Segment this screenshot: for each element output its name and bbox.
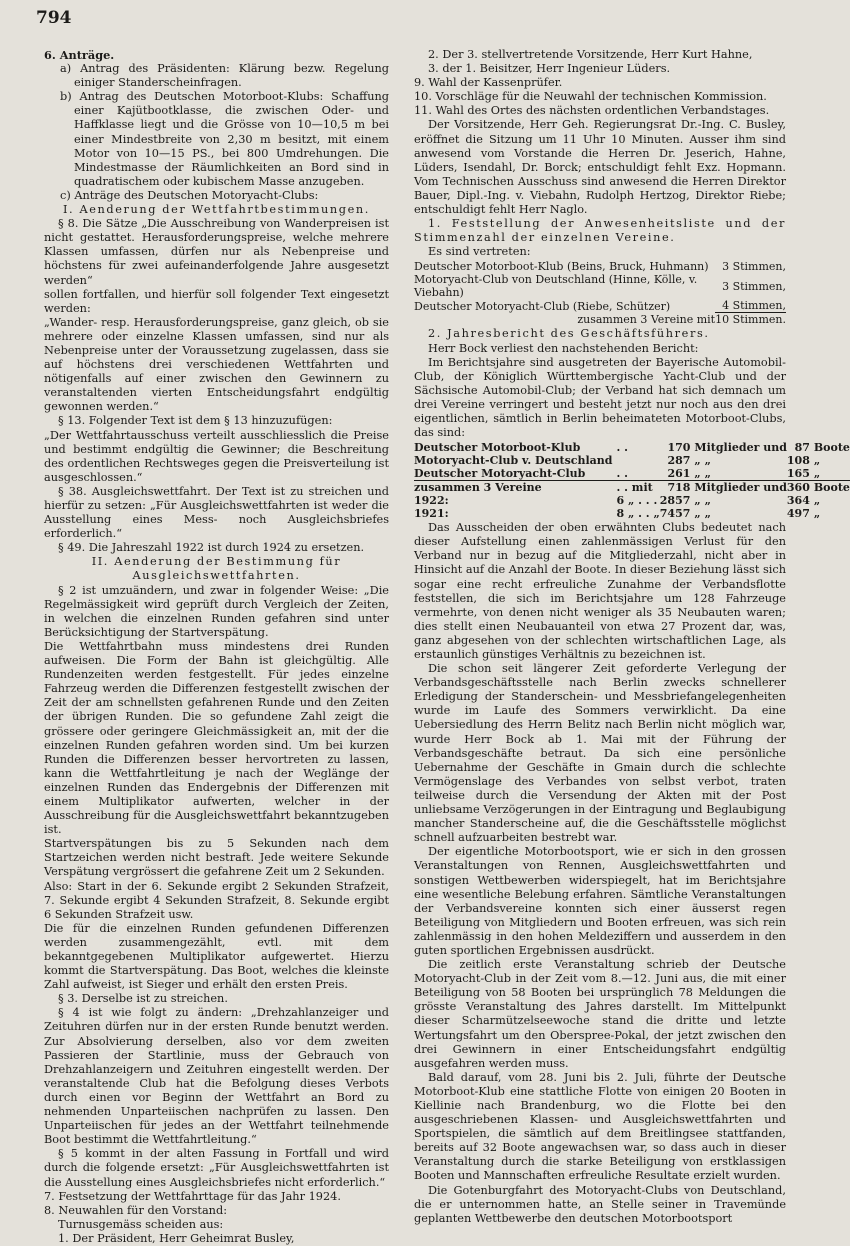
paragraph: 3. der 1. Beisitzer, Herr Ingenieur Lüders. [428,62,671,76]
table-cell: 165 [786,467,810,481]
table-cell: „ [813,507,821,521]
table-cell: „ [813,454,821,468]
paragraph: Die Wettfahrtbahn muss mindestens drei Runden aufweisen. Die Form der Bahn ist gleichgültig. Alle Rundenzeiten werden festgestellt. Für jedes einzelne Fahrzeug werden die Differenzen festgestellt zwischen der Zeit der am schnellsten gefahrenen Runde und den Zeiten der übrigen Runden. Die so gefundene Zahl zeigt die grössere oder geringere Gleichmässigkeit an, mit der die einzelnen Runden gefahren worden sind. Um bei kurzen Runden die Differenzen besser hervortreten zu lassen, kann die Wettfahrtleitung je nach der Weglänge der einzelnen Runden das Endergebnis der Differenzen mit einem Multiplikator aufwerten, welcher in der Ausschreibung für die Ausgleichswettfahrt bekanntzugeben ist. [44,639,389,837]
paragraph: 6. Anträge. [44,48,115,62]
table-cell: 261 [667,467,691,481]
table-cell: Motoryacht-Club von Deutschland (Hinne, Kölle, v. Viebahn) [414,273,698,300]
table-cell: „ [813,494,821,508]
table-cell: „ „ [694,467,711,481]
paragraph: § 5 kommt in der alten Fassung in Fortfall und wird durch die folgende ersetzt: „Für Ausgleichswettfahrten ist die Ausstellung eines Ausgleichsbriefes nicht erforderlich.“ [44,1147,389,1189]
table-cell: 2857 [659,494,691,508]
paragraph: Im Berichtsjahre sind ausgetreten der Bayerische Automobil-Club, der Königlich Württembergische Yacht-Club und der Sächsische Automobil-Club; der Verband hat sich demnach um drei Vereine verringert und besteht jetzt nur noch aus den drei eigentlichen, sämtlich in Berlin beheimateten Motorboot-Clubs, das sind: [414,355,786,440]
paragraph: Turnusgemäss scheiden aus: [58,1217,224,1231]
table-row [414,273,786,299]
paragraph: 1. Der Präsident, Herr Geheimrat Busley, [58,1231,295,1245]
paragraph: Also: Start in der 6. Sekunde ergibt 2 Sekunden Strafzeit, 7. Sekunde ergibt 4 Sekunden Strafzeit, 8. Sekunde ergibt 6 Sekunden Strafzeit usw. [44,879,389,921]
report-intro-section [414,327,786,440]
table-cell: Deutscher Motoryacht-Club [414,467,586,481]
paragraph: Die schon seit längerer Zeit geforderte Verlegung der Verbandsgeschäftsstelle nach Berlin zwecks schnellerer Erledigung der Standerschein- und Messbriefangelegenheiten wurde im Laufe des Sommers verwirklicht. Da eine Uebersiedlung des Herrn Belitz nach Berlin nicht möglich war, wurde Herr Bock ab 1. Mai mit der Führung der Verbandsgeschäfte betraut. Da sich eine persönliche Uebernahme der Geschäfte in Gmain durch die schlechte Vermögenslage des Verbandes von selbst verbot, traten teilweise durch die Versendung der Akten mit der Post unliebsame Verzögerungen in der Eintragung und Beglaubigung mancher Standerscheine auf, die die Geschäftsstelle möglichst schnell aufzuarbeiten bestrebt war. [414,662,786,845]
paragraph: c) Anträge des Deutschen Motoryacht-Clubs: [60,188,319,202]
table-cell: „ „ [694,494,711,508]
paragraph: 2. Jahresbericht des Geschäftsführers. [428,327,710,341]
table-cell: Deutscher Motoryacht-Club (Riebe, Schützer) [414,299,671,313]
table-cell: 287 [667,454,691,468]
paragraph: 11. Wahl des Ortes des nächsten ordentlichen Verbandstages. [414,104,770,118]
table-cell: Boote [810,481,850,495]
paragraph: 8. Neuwahlen für den Vorstand: [44,1203,228,1217]
paragraph: Das Ausscheiden der oben erwähnten Clubs bedeutet nach dieser Aufstellung einen zahlenmässigen Verlust für den Verband nur in bezug auf die Mitgliederzahl, nicht aber in Hinsicht auf die Anzahl der Boote. In dieser Beziehung lässt sich sogar eine recht erfreuliche Zunahme der Verbandsflotte feststellen, die sich im Berichtsjahre um 128 Fahrzeuge vermehrte, von denen nicht weniger als 35 Neubauten waren; dies stellt einen Neubauanteil von etwa 27 Prozent dar, was, ganz abgesehen von der schlechten wirtschaftlichen Lage, als erstaunlich günstiges Verhältnis zu bezeichnen ist. [414,521,786,661]
table-cell: 108 [786,454,810,468]
table-row [414,313,786,327]
paragraph: 1. Feststellung der Anwesenheitsliste und der Stimmenzahl der einzelnen Vereine. [414,217,786,245]
paragraph: Bald darauf, vom 28. Juni bis 2. Juli, führte der Deutsche Motorboot-Klub eine stattliche Flotte von einigen 20 Booten in Kiellinie nach Brandenburg, wo die Flotte bei den ausgeschriebenen Klassen- und Ausgleichswettfahrten und Sportspielen, die sämtlich auf dem Breitlingsee stattfanden, bereits auf 32 Boote angewachsen war, so dass auch in dieser Veranstaltung durch die starke Beteiligung von erstklassigen Booten und Mannschaften erfreuliche Resultate erzielt wurden. [414,1070,786,1183]
table-cell [612,454,659,467]
table-cell: „ [813,467,821,481]
table-cell: 3 Stimmen, [722,260,786,274]
table-row [414,441,850,454]
paragraph: 2. Der 3. stellvertretende Vorsitzende, Herr Kurt Hahne, [428,48,753,61]
table-cell: . . [616,467,628,481]
table-cell: . . [616,441,628,455]
paragraph: Die für die einzelnen Runden gefundenen Differenzen werden zusammengezählt, evtl. mit dem bekanntgegebenen Multiplikator aufgewertet. Hierzu kommt die Startverspätung. Das Boot, welches die kleinste Zahl aufweist, ist Sieger und erhält den ersten Preis. [44,921,389,992]
table-row [414,481,850,495]
paragraph: Die Gotenburgfahrt des Motoryacht-Clubs von Deutschland, die er unternommen hatte, an Stelle seiner in Travemünde geplanten Wettbewerbe den deutschen Motorbootsport [414,1183,786,1225]
paragraph: § 49. Die Jahreszahl 1922 ist durch 1924 zu ersetzen. [58,541,365,555]
paragraph: § 2 ist umzuändern, und zwar in folgender Weise: „Die Regelmässigkeit wird geprüft durch Vergleich der Zeiten, in welchen die einzelnen Runden gefahren sind unter Berücksichtigung der Startverspätung. [44,583,389,639]
paragraph: II. Aenderung der Bestimmung für Ausgleichswettfahrten. [91,555,342,583]
table-cell: „ „ [694,454,711,468]
left-column [44,48,389,1246]
table-cell: 3 Stimmen, [722,279,786,293]
table-cell: 1922: [414,494,449,508]
paragraph: sollen fortfallen, und hierfür soll folgender Text eingesetzt werden: [44,287,389,315]
table-row [414,260,786,273]
paragraph: I. Aenderung der Wettfahrtbestimmungen. [63,203,370,217]
table-cell: Mitglieder und [690,481,787,495]
table-cell: 497 [786,507,810,521]
paragraph: § 4 ist wie folgt zu ändern: „Drehzahlanzeiger und Zeituhren dürfen nur in der ersten Runde benutzt werden. Zur Absolvierung derselben, also vor dem zweiten Passieren der Startlinie, muss der Gebrauch von Drehzahlanzeigern und Zeituhren eingestellt werden. Der veranstaltende Club hat die Befolgung dieses Verbots durch einen vor Beginn der Wettfahrt an Bord zu nehmenden Unparteiischen nachprüfen zu lassen. Den Unparteiischen für jedes an der Wettfahrt teilnehmende Boot bestimmt die Wettfahrtleitung.“ [44,1006,389,1147]
page-number: 794 [36,8,72,28]
table-cell: 87 [794,441,810,455]
table-cell: 6 „ . . . [616,494,658,508]
table-cell: „ „ [694,507,711,521]
membership-table [414,441,850,520]
table-row [414,454,850,467]
table-cell: Deutscher Motorboot-Klub (Beins, Bruck, Huhmann) [414,260,709,274]
paragraph: Der eigentliche Motorbootsport, wie er sich in den grossen Veranstaltungen von Rennen, Ausgleichswettfahrten und sonstigen Wettbewerben widerspiegelt, hat im Berichtsjahre eine wesentliche Belebung erfahren. Sämtliche Veranstaltungen der Verbandsvereine konnten sich einer äusserst regen Beteiligung von Mitgliedern und Booten erfreuen, was sich rein zahlenmässig in den hohen Meldeziffern und ausserdem in den guten sportlichen Ergebnissen ausdrückt. [414,845,786,957]
report-body-section [414,521,786,1226]
paragraph: b) Antrag des Deutschen Motorboot-Klubs: Schaffung einer Kajütbootklasse, die zwischen Oder- und Haffklasse liegt und die Grösse von 10—10,5 m bei einer Mindestbreite von 2,30 m besitzt, mit einem Motor von 10—15 PS., bei 800 Umdrehungen. Die Mindestmasse der Räumlichkeiten an Bord sind in quadratischem oder kubischem Masse anzugeben. [60,90,389,188]
right-column [414,48,850,1226]
table-cell: 360 [786,481,810,495]
paragraph: § 8. Die Sätze „Die Ausschreibung von Wanderpreisen ist nicht gestattet. Herausforderungspreise, welche mehrere Klassen umfassen, dürfen nur als Nebenpreise und höchstens für zwei aufeinanderfolgende Jahre ausgesetzt werden“ [44,217,389,287]
paragraph: Herr Bock verliest den nachstehenden Bericht: [428,341,699,355]
paragraph: a) Antrag des Präsidenten: Klärung bezw. Regelung einiger Standerscheinfragen. [60,62,389,90]
paragraph: § 13. Folgender Text ist dem § 13 hinzuzufügen: [58,414,333,428]
table-row [414,507,850,520]
table-cell: 170 [667,441,691,455]
table-cell: Mitglieder und [694,441,787,455]
paragraph: „Der Wettfahrtausschuss verteilt ausschliesslich die Preise und bestimmt endgültig die Gewinner; die Beschreitung des ordentlichen Rechtsweges gegen die Preisverteilung ist ausgeschlossen.“ [44,428,389,484]
attendance-table [414,260,786,326]
table-cell: Deutscher Motorboot-Klub [414,441,581,455]
table-cell: 8 „ . . „ [616,507,660,521]
table-cell: Boote [813,441,850,455]
paragraph: Startverspätungen bis zu 5 Sekunden nach dem Startzeichen werden nicht bestraft. Jede weitere Sekunde Verspätung vergrössert die gefahrene Zeit um 2 Sekunden. [44,837,389,879]
table-cell: zusammen 3 Vereine [414,481,612,495]
table-cell: 7457 [659,507,691,521]
table-row [414,467,850,481]
table-row [414,299,786,313]
paragraph: Es sind vertreten: [428,245,531,259]
paragraph: § 38. Ausgleichswettfahrt. Der Text ist zu streichen und hierfür zu setzen: „Für Ausgleichswettfahrten ist weder die Ausstellung eines Mess- noch Ausgleichsbriefes erforderlich.“ [44,484,389,541]
paragraph: 7. Festsetzung der Wettfahrttage für das Jahr 1924. [44,1189,341,1203]
paragraph: „Wander- resp. Herausforderungspreise, ganz gleich, ob sie mehrere oder einzelne Klassen umfassen, sind nur als Nebenpreise unter der Voraussetzung zugelassen, dass sie auf höchstens drei verschiedenen Wettfahrten und nötigenfalls auf einer zwischen den Gewinnern zu veranstaltenden vierten Entscheidungsfahrt endgültig gewonnen werden.“ [44,315,389,414]
paragraph: § 3. Derselbe ist zu streichen. [58,992,228,1006]
paragraph: 10. Vorschläge für die Neuwahl der technischen Kommission. [414,90,767,104]
right-top-section [414,48,786,259]
paragraph: Der Vorsitzende, Herr Geh. Regierungsrat Dr.-Ing. C. Busley, eröffnet die Sitzung um 11 Uhr 10 Minuten. Ausser ihm sind anwesend vom Vorstande die Herren Dr. Jeserich, Hahne, Lüders, Isendahl, Dr. Borck; entschuldigt fehlt Exz. Hopmann. Vom Technischen Ausschuss sind anwesend die Herren Direktor Bauer, Dipl.-Ing. v. Viebahn, Rudolph Hertzog, Direktor Riebe; entschuldigt fehlt Herr Naglo. [414,118,786,217]
table-cell: 364 [786,494,810,508]
table-cell: zusammen 3 Vereine mit [577,313,716,327]
table-row [414,494,850,507]
paragraph: Die zeitlich erste Veranstaltung schrieb der Deutsche Motoryacht-Club in der Zeit vom 8.—12. Juni aus, die mit einer Beteiligung von 58 Booten bei ursprünglich 78 Meldungen die grösste Veranstaltung des Jahres darstellt. Im Mittelpunkt dieser Scharmützelseewoche stand die dritte und letzte Wertungsfahrt um den Oberspree-Pokal, der jetzt zwischen den drei Gewinnern in einer Entscheidungsfahrt endgültig ausgefahren werden muss. [414,958,786,1070]
table-cell: 10 Stimmen. [715,313,786,327]
table-cell: 4 Stimmen, [715,299,786,313]
table-cell: . . mit [612,481,659,495]
paragraph: 9. Wahl der Kassenprüfer. [414,76,563,90]
table-cell: 718 [660,481,691,495]
table-cell: Motoryacht-Club v. Deutschland [414,454,613,468]
table-cell: 1921: [414,507,449,521]
